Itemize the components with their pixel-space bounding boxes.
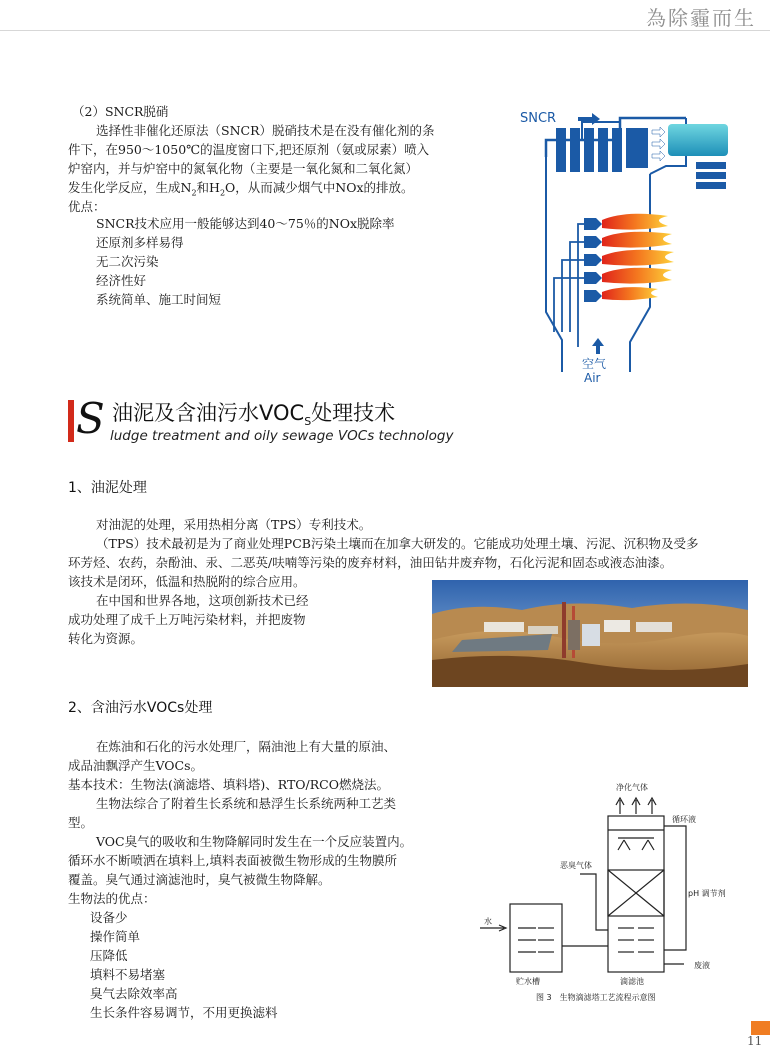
voc-line: 在炼油和石化的污水处理厂，隔油池上有大量的原油、 [96,739,397,754]
label-filter-pool: 滴滤池 [620,977,644,986]
page-number: 11 [747,1034,763,1048]
sludge-line: 环芳烃、农药，杂酚油、汞、二恶英/呋喃等污染的废弃材料，油田钻井废弃物，石化污泥和固态或液态油漆。 [68,555,673,570]
label-odor-gas: 恶臭气体 [560,861,592,870]
sludge-line: 对油泥的处理，采用热相分离（TPS）专利技术。 [96,517,372,532]
section-initial-letter: S [76,394,105,443]
voc-line: 覆盖。臭气通过滴滤池时，臭气被微生物降解。 [68,872,331,887]
voc-advantage-item: 填料不易堵塞 [90,967,166,982]
voc-line: 循环水不断喷洒在填料上,填料表面被微生物形成的生物膜所 [68,853,397,868]
sncr-advantage-item: 系统简单、施工时间短 [96,292,222,307]
voc-line: 生物法的优点： [68,891,156,906]
label-clean-gas: 净化气体 [616,783,648,792]
page-number-marker [751,1021,770,1035]
sncr-heading: （2）SNCR脱硝 [72,104,169,119]
sncr-advantage-item: 无二次污染 [96,254,159,269]
sncr-para-line: 发生化学反应，生成$N_2$和$H_2O$，从而减少烟气中NOx的排放。 [68,180,414,198]
label-circulating-liquid: 循环液 [672,815,696,824]
sncr-label: SNCR [520,111,557,126]
voc-advantage-item: 操作简单 [90,929,141,944]
voc-line: 型。 [68,815,94,830]
treatment-site-photo [432,580,748,687]
brand-slogan: 為除霾而生 [646,6,756,30]
air-label-en: Air [584,371,601,385]
voc-advantage-item: 设备少 [90,910,128,925]
sncr-advantage-item: 经济性好 [96,273,147,288]
voc-heading: 2、含油污水VOCs处理 [68,700,213,716]
air-label-cn: 空气 [582,357,607,371]
figure-caption: 图 3 生物滴滤塔工艺流程示意图 [536,993,656,1002]
sncr-para-line: 炉窑内，并与炉窑中的氮氧化物（主要是一氧化氮和二氧化氮） [68,161,419,176]
sludge-line: 成功处理了成千上万吨污染材料，并把废物 [68,612,306,627]
voc-line: VOC臭气的吸收和生物降解同时发生在一个反应装置内。 [96,834,413,849]
label-water: 水 [484,917,492,926]
section-accent-bar [68,400,74,442]
voc-advantage-item: 臭气去除效率高 [90,986,178,1001]
voc-advantage-item: 压降低 [90,948,128,963]
voc-advantage-item: 生长条件容易调节，不用更换滤料 [90,1005,278,1020]
sncr-advantages-label: 优点： [68,199,106,214]
sludge-line: 转化为资源。 [68,631,144,646]
air-inlet-arrow [592,338,604,354]
header-divider [0,30,770,31]
sncr-advantage-item: 还原剂多样易得 [96,235,184,250]
label-storage-tank: 贮水槽 [516,977,540,986]
label-waste-liquid: 废液 [694,961,710,970]
sncr-para-line: 选择性非催化还原法（SNCR）脱硝技术是在没有催化剂的条 [96,123,435,138]
sludge-line: 在中国和世界各地，这项创新技术已经 [96,593,309,608]
section-title: 油泥及含油污水$VOC_S$处理技术 [112,401,396,429]
sludge-heading: 1、油泥处理 [68,480,147,496]
section-subtitle: ludge treatment and oily sewage VOCs technology [110,428,454,444]
sludge-line: （TPS）技术最初是为了商业处理PCB污染土壤而在加拿大研发的。它能成功处理土壤、污泥、沉积物及受多 [96,536,699,551]
label-ph-agent: pH 调节剂 [688,889,726,898]
voc-line: 生物法综合了附着生长系统和悬浮生长系统两种工艺类 [96,796,397,811]
sncr-para-line: 件下，在950～1050℃的温度窗口下,把还原剂（氨或尿素）喷入 [68,142,430,157]
bio-trickling-filter-diagram [480,778,750,1006]
voc-line: 成品油飘浮产生VOCs。 [68,758,204,773]
voc-line: 基本技术：生物法(滴滤塔、填料塔)、RTO/RCO燃烧法。 [68,777,389,792]
sncr-advantage-item: SNCR技术应用一般能够达到40～75％的NOx脱除率 [96,216,395,231]
sncr-boiler-diagram [518,102,746,388]
sludge-line: 该技术是闭环，低温和热脱附的综合应用。 [68,574,306,589]
